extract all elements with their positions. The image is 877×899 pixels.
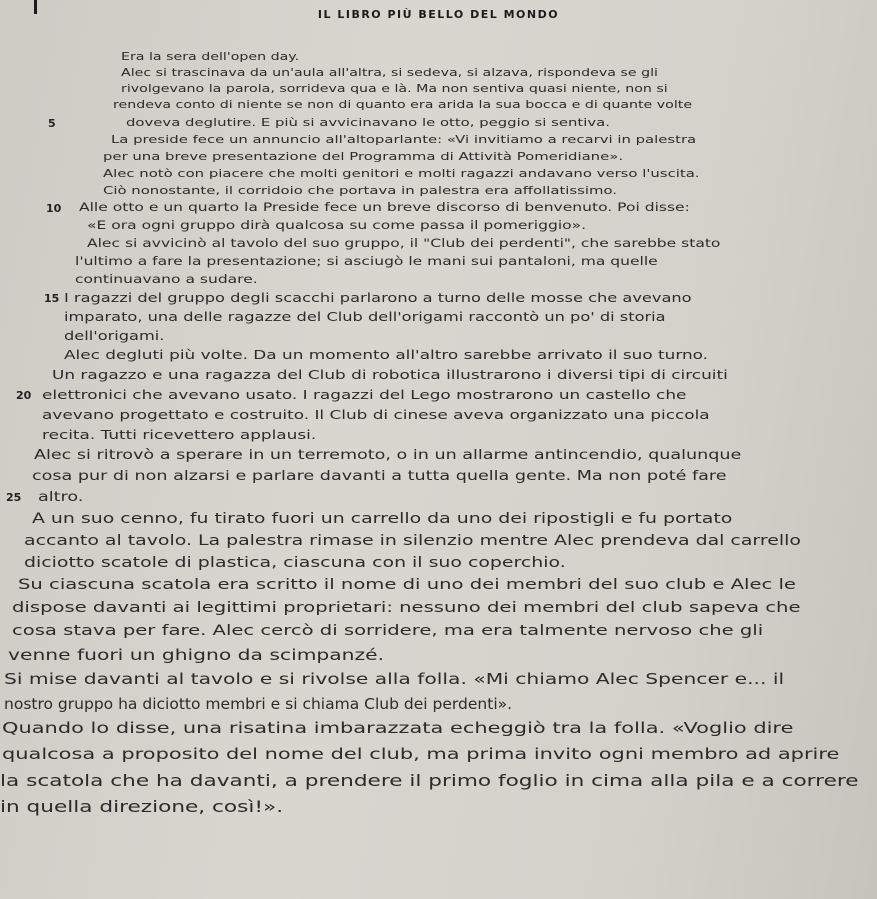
text-line: Alec degluti più volte. Da un momento all'altro sarebbe arrivato il suo turno. xyxy=(64,347,709,362)
text-line: diciotto scatole di plastica, ciascuna con il suo coperchio. xyxy=(24,555,566,571)
text-line: l'ultimo a fare la presentazione; si asciugò le mani sui pantaloni, ma quelle xyxy=(75,254,658,268)
line-number: 25 xyxy=(6,491,22,504)
text-line: Alec si ritrovò a sperare in un terremoto, o in un allarme antincendio, qualunque xyxy=(34,448,742,463)
text-line: per una breve presentazione del Programma di Attività Pomeridiane». xyxy=(103,150,624,163)
text-line: Si mise davanti al tavolo e si rivolse alla folla. «Mi chiamo Alec Spencer e... il xyxy=(4,670,785,688)
text-line: Alec notò con piacere che molti genitori e molti ragazzi andavano verso l'uscita. xyxy=(103,167,700,180)
text-line: Alec si avvicinò al tavolo del suo gruppo, il "Club dei perdenti", che sarebbe stato xyxy=(87,236,721,250)
text-line: accanto al tavolo. La palestra rimase in silenzio mentre Alec prendeva dal carrello xyxy=(24,533,801,549)
line-number: 20 xyxy=(16,389,32,402)
text-line: dell'origami. xyxy=(64,329,165,343)
text-line: Ciò nonostante, il corridoio che portava in palestra era affollatissimo. xyxy=(103,184,618,197)
text-line: dispose davanti ai legittimi proprietari: nessuno dei membri del club sapeva che xyxy=(12,600,801,616)
text-line: cosa stava per fare. Alec cercò di sorridere, ma era talmente nervoso che gli xyxy=(12,623,764,639)
text-line: in quella direzione, così!». xyxy=(0,797,284,816)
text-line: nostro gruppo ha diciotto membri e si chiama Club dei perdenti». xyxy=(4,695,513,713)
text-line: rendeva conto di niente se non di quanto era arida la sua bocca e di quante volte xyxy=(113,99,693,111)
text-line: Quando lo disse, una risatina imbarazzata echeggiò tra la folla. «Voglio dire xyxy=(2,719,794,737)
text-line: rivolgevano la parola, sorrideva qua e là. Ma non sentiva quasi niente, non si xyxy=(121,83,668,95)
text-line: avevano progettato e costruito. Il Club di cinese aveva organizzato una piccola xyxy=(42,407,710,422)
line-number: 10 xyxy=(46,202,62,215)
text-line: La preside fece un annuncio all'altoparlante: «Vi invitiamo a recarvi in palestra xyxy=(111,133,697,146)
text-line: «E ora ogni gruppo dirà qualcosa su come passa il pomeriggio». xyxy=(87,218,587,232)
text-line: I ragazzi del gruppo degli scacchi parlarono a turno delle mosse che avevano xyxy=(64,291,692,305)
text-line: qualcosa a proposito del nome del club, ma prima invito ogni membro ad aprire xyxy=(2,745,840,763)
line-number: 5 xyxy=(48,117,56,130)
text-line: Un ragazzo e una ragazza del Club di robotica illustrarono i diversi tipi di circuiti xyxy=(52,367,728,382)
text-line: continuavano a sudare. xyxy=(75,272,258,286)
line-number: 15 xyxy=(44,292,60,305)
text-line: Alle otto e un quarto la Preside fece un breve discorso di benvenuto. Poi disse: xyxy=(79,200,690,214)
text-line: la scatola che ha davanti, a prendere il primo foglio in cima alla pila e a correre xyxy=(0,771,859,790)
text-line: doveva deglutire. E più si avvicinavano le otto, peggio si sentiva. xyxy=(126,116,610,129)
text-line: A un suo cenno, fu tirato fuori un carrello da uno dei ripostigli e fu portato xyxy=(32,511,733,527)
text-line: recita. Tutti ricevettero applausi. xyxy=(42,427,317,442)
text-line: Era la sera dell'open day. xyxy=(121,51,300,63)
text-line: Su ciascuna scatola era scritto il nome di uno dei membri del suo club e Alec le xyxy=(18,577,796,593)
text-line: Alec si trascinava da un'aula all'altra, si sedeva, si alzava, rispondeva se gli xyxy=(121,67,658,79)
text-line: elettronici che avevano usato. I ragazzi del Lego mostrarono un castello che xyxy=(42,387,687,402)
running-title: IL LIBRO PIÙ BELLO DEL MONDO xyxy=(317,8,560,21)
text-line: imparato, una delle ragazze del Club dell'origami raccontò un po' di storia xyxy=(64,310,666,324)
text-line: venne fuori un ghigno da scimpanzé. xyxy=(8,646,385,664)
text-line: altro. xyxy=(38,490,84,505)
text-line: cosa pur di non alzarsi e parlare davanti a tutta quella gente. Ma non poté fare xyxy=(32,469,727,484)
